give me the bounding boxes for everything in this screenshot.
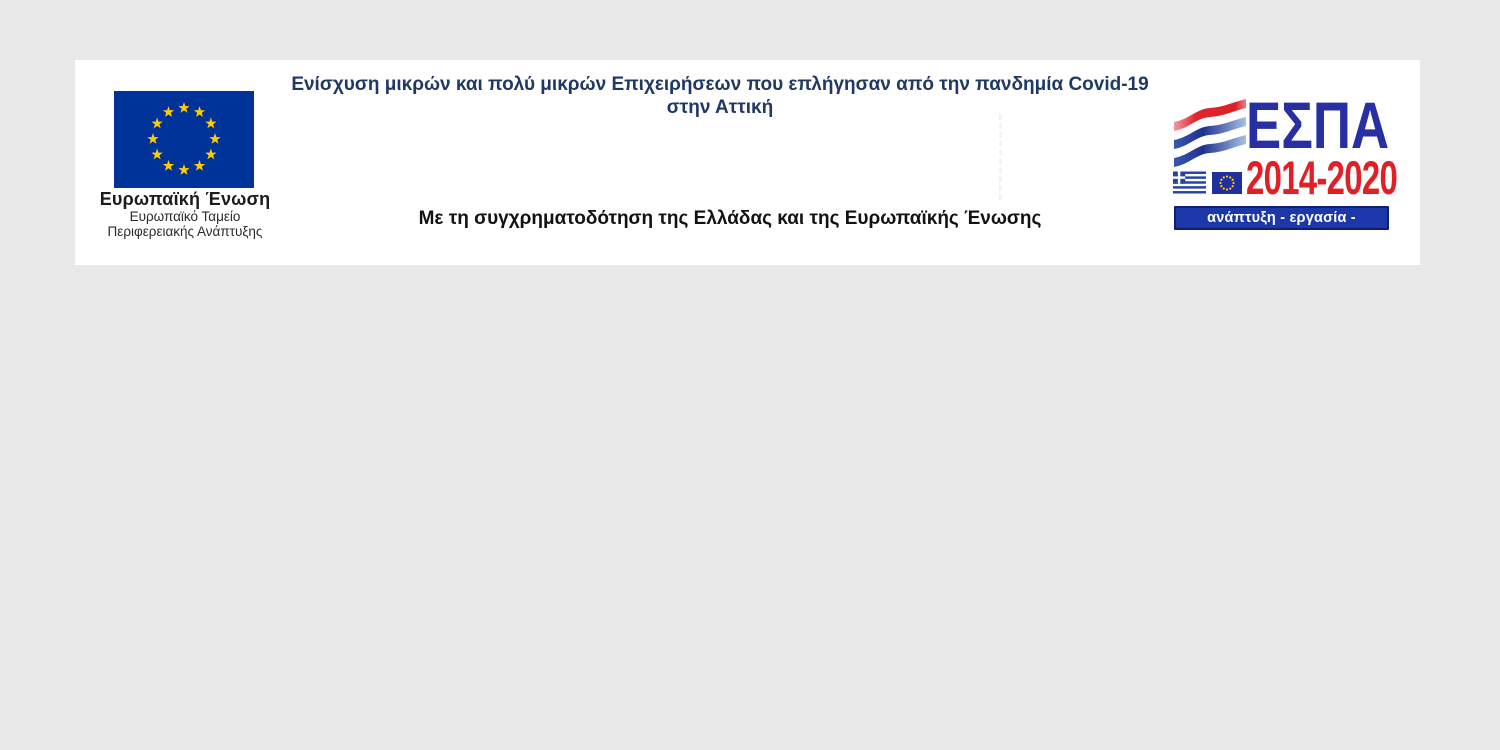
- eu-caption-line1: Ευρωπαϊκή Ένωση: [99, 189, 271, 209]
- eu-flag-icon: [114, 91, 254, 188]
- cofinancing-statement: Με τη συγχρηματοδότηση της Ελλάδας και της Ευρωπαϊκής Ένωσης: [418, 208, 1042, 229]
- eu-caption-line2: Ευρωπαϊκό Ταμείο: [129, 209, 241, 224]
- espa-period: 2014-2020: [1246, 151, 1398, 204]
- espa-cofinancing-banner[interactable]: [75, 60, 1420, 265]
- eu-logo-caption: [83, 189, 287, 239]
- eu-caption-line3: Περιφερειακής Ανάπτυξης: [107, 223, 263, 239]
- espa-logo: [1172, 88, 1398, 246]
- espa-acronym: ΕΣΠΑ: [1246, 88, 1390, 162]
- faint-dotted-separator: [999, 114, 1002, 200]
- greek-flag-icon: [1173, 171, 1206, 194]
- espa-tagline: ανάπτυξη - εργασία - αλληλεγγύη: [1174, 206, 1389, 230]
- banner-title: Ενίσχυση μικρών και πολύ μικρών Επιχειρήσεων που επλήγησαν από την πανδημία Covid-19 στην Αττική: [291, 74, 1149, 118]
- eu-mini-flag-icon: [1212, 172, 1242, 194]
- espa-waves-icon: [1172, 97, 1248, 167]
